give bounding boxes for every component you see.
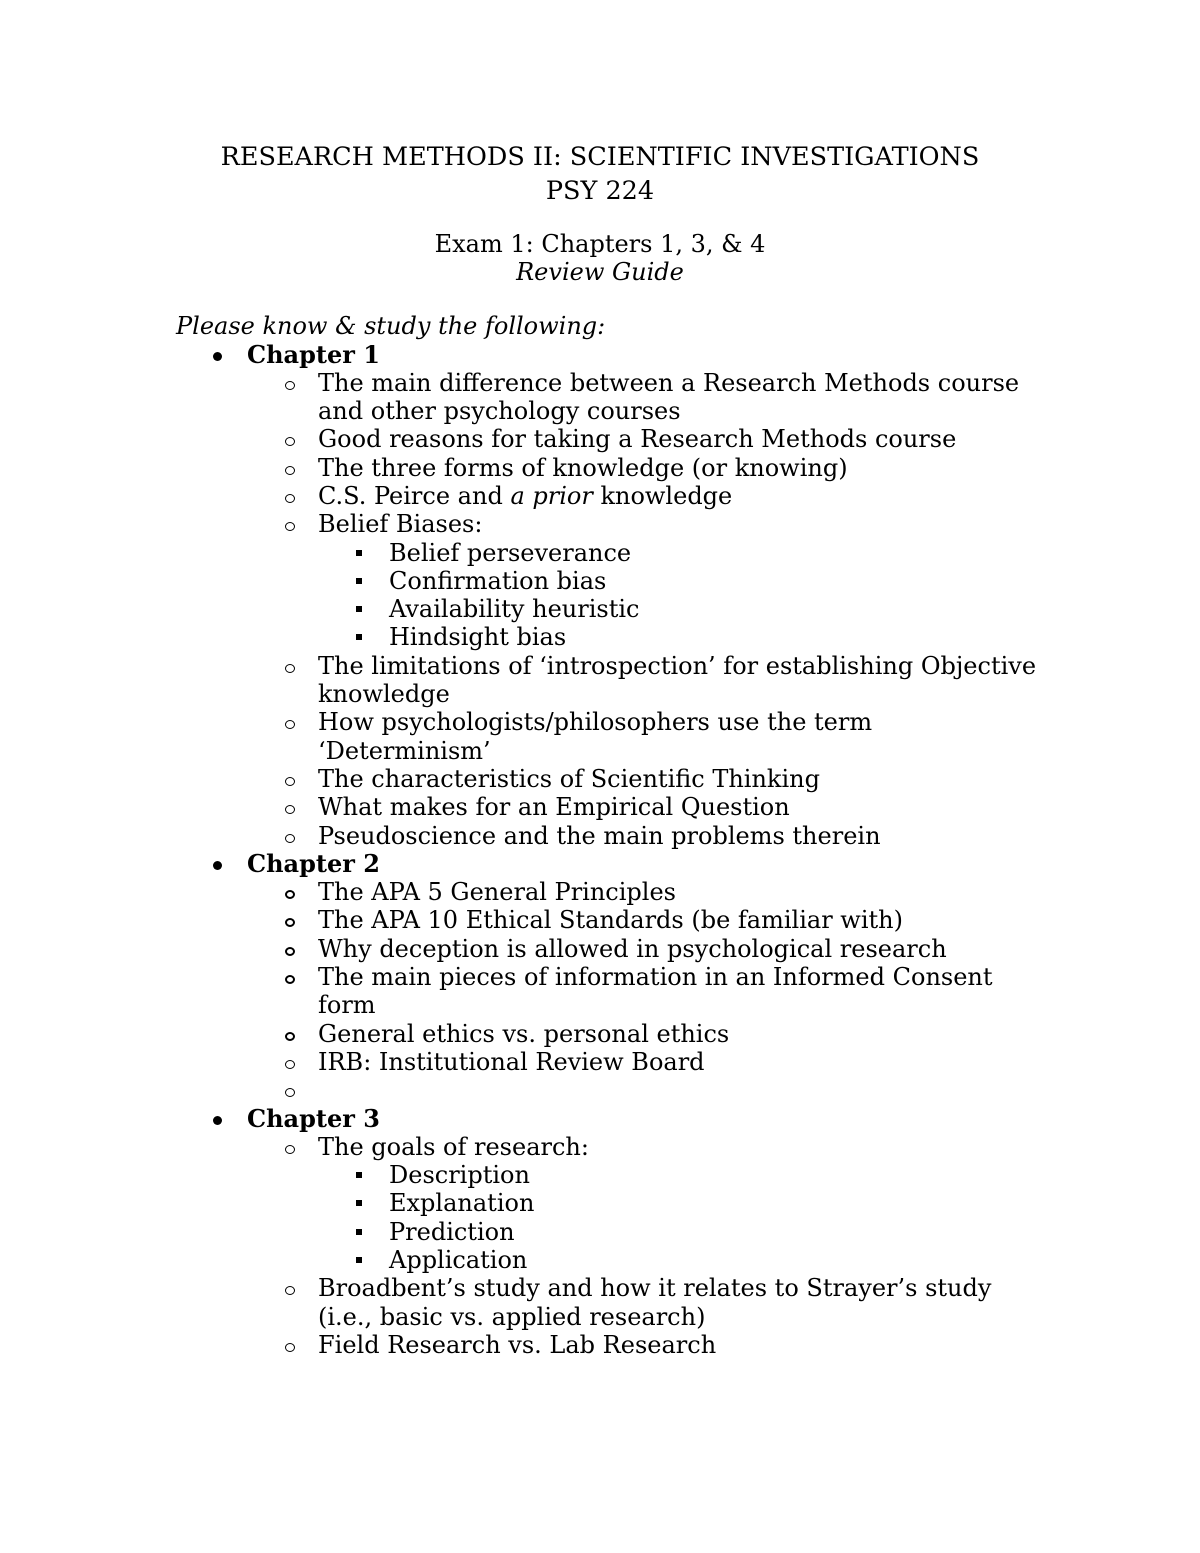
bullet-circle-icon bbox=[282, 510, 298, 538]
bullet-circle-icon bbox=[282, 765, 298, 793]
list-item-text: The goals of research: bbox=[318, 1132, 589, 1161]
list-item-continuation bbox=[0, 397, 1200, 425]
chapter-heading bbox=[0, 1105, 1200, 1133]
list-item bbox=[0, 425, 1200, 453]
bullet-square-icon bbox=[354, 567, 366, 595]
sub-list-item-text: Confirmation bias bbox=[389, 566, 607, 595]
list-item-text: Why deception is allowed in psychological research bbox=[318, 934, 947, 963]
list-item-text: Belief Biases: bbox=[318, 510, 483, 539]
list-item bbox=[0, 935, 1200, 963]
list-item bbox=[0, 708, 1200, 736]
bullet-dot-icon bbox=[211, 1105, 225, 1133]
bullet-circle-icon bbox=[282, 652, 298, 680]
list-item bbox=[0, 906, 1200, 934]
list-item-text: knowledge bbox=[318, 680, 450, 709]
sub-list-item bbox=[0, 539, 1200, 567]
sub-list-item-text: Application bbox=[389, 1246, 528, 1274]
list-item bbox=[0, 454, 1200, 482]
list-item-text: ‘Determinism’ bbox=[318, 736, 491, 765]
bullet-circle-icon bbox=[282, 482, 298, 510]
sub-list-item bbox=[0, 595, 1200, 623]
sub-list-item-text: Availability heuristic bbox=[389, 595, 640, 624]
bullet-circle-icon bbox=[282, 454, 298, 482]
bullet-square-icon bbox=[354, 1246, 366, 1274]
list-item bbox=[0, 510, 1200, 538]
chapter-heading bbox=[0, 341, 1200, 369]
bullet-square-icon bbox=[354, 1161, 366, 1189]
text-segment: knowledge bbox=[592, 481, 733, 510]
list-item bbox=[0, 793, 1200, 821]
list-item-text: Broadbent’s study and how it relates to Strayer’s study bbox=[318, 1274, 992, 1303]
review-guide-subtitle: Review Guide bbox=[516, 258, 684, 286]
list-item-text bbox=[318, 482, 1038, 510]
list-item-continuation bbox=[0, 737, 1200, 765]
list-item bbox=[0, 963, 1200, 991]
study-outline bbox=[0, 341, 1200, 1360]
bullet-circle-icon bbox=[282, 793, 298, 821]
list-item-text: (i.e., basic vs. applied research) bbox=[318, 1302, 706, 1331]
chapter-label: Chapter 2 bbox=[247, 848, 380, 878]
bullet-circle-icon bbox=[282, 1020, 298, 1048]
list-item bbox=[0, 822, 1200, 850]
list-item bbox=[0, 369, 1200, 397]
list-item bbox=[0, 878, 1200, 906]
bullet-dot-icon bbox=[211, 850, 225, 878]
list-item-text: The limitations of ‘introspection’ for establishing Objective bbox=[318, 651, 1037, 680]
bullet-square-icon bbox=[354, 1218, 366, 1246]
list-item-text: Field Research vs. Lab Research bbox=[318, 1330, 717, 1359]
list-item-text: The three forms of knowledge (or knowing) bbox=[318, 453, 848, 482]
list-item-text: The APA 5 General Principles bbox=[318, 878, 676, 907]
list-item-text: How psychologists/philosophers use the term bbox=[318, 708, 873, 737]
sub-list-item-text: Explanation bbox=[389, 1189, 535, 1218]
sub-list-item bbox=[0, 623, 1200, 651]
exam-heading: Exam 1: Chapters 1, 3, & 4 bbox=[434, 230, 766, 258]
sub-list-item bbox=[0, 1246, 1200, 1274]
list-item bbox=[0, 1331, 1200, 1359]
list-item-text: The main pieces of information in an Informed Consent bbox=[318, 963, 993, 992]
sub-list-item-text: Description bbox=[389, 1161, 530, 1190]
sub-list-item bbox=[0, 1161, 1200, 1189]
list-item-text: The main difference between a Research Methods course bbox=[318, 368, 1020, 397]
list-item bbox=[0, 482, 1200, 510]
list-item-text: and other psychology courses bbox=[318, 397, 681, 426]
text-segment-italic: a prior bbox=[510, 481, 593, 510]
list-item-text: General ethics vs. personal ethics bbox=[318, 1019, 730, 1048]
course-code: PSY 224 bbox=[545, 176, 655, 206]
list-item bbox=[0, 1274, 1200, 1302]
bullet-circle-icon bbox=[282, 906, 298, 934]
bullet-circle-icon bbox=[282, 1076, 298, 1104]
chapter-label: Chapter 1 bbox=[247, 339, 380, 369]
list-item-text: Pseudoscience and the main problems therein bbox=[318, 821, 881, 850]
list-item bbox=[0, 1020, 1200, 1048]
list-item-text: The APA 10 Ethical Standards (be familiar with) bbox=[318, 906, 903, 935]
bullet-circle-icon bbox=[282, 935, 298, 963]
bullet-circle-icon bbox=[282, 425, 298, 453]
list-item bbox=[0, 1048, 1200, 1076]
list-item-continuation bbox=[0, 991, 1200, 1019]
document-title: RESEARCH METHODS II: SCIENTIFIC INVESTIGATIONS bbox=[220, 142, 980, 172]
bullet-circle-icon bbox=[282, 369, 298, 397]
bullet-square-icon bbox=[354, 539, 366, 567]
bullet-square-icon bbox=[354, 1189, 366, 1217]
sub-list-item bbox=[0, 567, 1200, 595]
list-item bbox=[0, 1133, 1200, 1161]
bullet-circle-icon bbox=[282, 822, 298, 850]
list-item-continuation bbox=[0, 680, 1200, 708]
list-item-text: What makes for an Empirical Question bbox=[318, 793, 790, 822]
list-item-empty bbox=[0, 1076, 1200, 1104]
bullet-circle-icon bbox=[282, 1133, 298, 1161]
bullet-circle-icon bbox=[282, 1274, 298, 1302]
list-item-text: IRB: Institutional Review Board bbox=[318, 1047, 705, 1076]
bullet-square-icon bbox=[354, 623, 366, 651]
sub-list-item-text: Prediction bbox=[389, 1217, 515, 1246]
bullet-dot-icon bbox=[211, 341, 225, 369]
sub-list-item-text: Belief perseverance bbox=[389, 538, 632, 567]
list-item bbox=[0, 652, 1200, 680]
bullet-circle-icon bbox=[282, 708, 298, 736]
bullet-circle-icon bbox=[282, 963, 298, 991]
sub-list-item-text: Hindsight bias bbox=[389, 623, 567, 652]
chapter-label: Chapter 3 bbox=[247, 1103, 380, 1133]
bullet-circle-icon bbox=[282, 878, 298, 906]
list-item-text: Good reasons for taking a Research Methods course bbox=[318, 425, 957, 454]
chapter-heading bbox=[0, 850, 1200, 878]
list-item bbox=[0, 765, 1200, 793]
sub-list-item bbox=[0, 1189, 1200, 1217]
bullet-circle-icon bbox=[282, 1048, 298, 1076]
list-item-continuation bbox=[0, 1303, 1200, 1331]
bullet-circle-icon bbox=[282, 1331, 298, 1359]
text-segment: C.S. Peirce and bbox=[318, 481, 511, 510]
list-item-text: The characteristics of Scientific Thinking bbox=[318, 764, 820, 793]
bullet-square-icon bbox=[354, 595, 366, 623]
list-item-text: form bbox=[318, 991, 376, 1020]
sub-list-item bbox=[0, 1218, 1200, 1246]
intro-text: Please know & study the following: bbox=[176, 312, 606, 340]
